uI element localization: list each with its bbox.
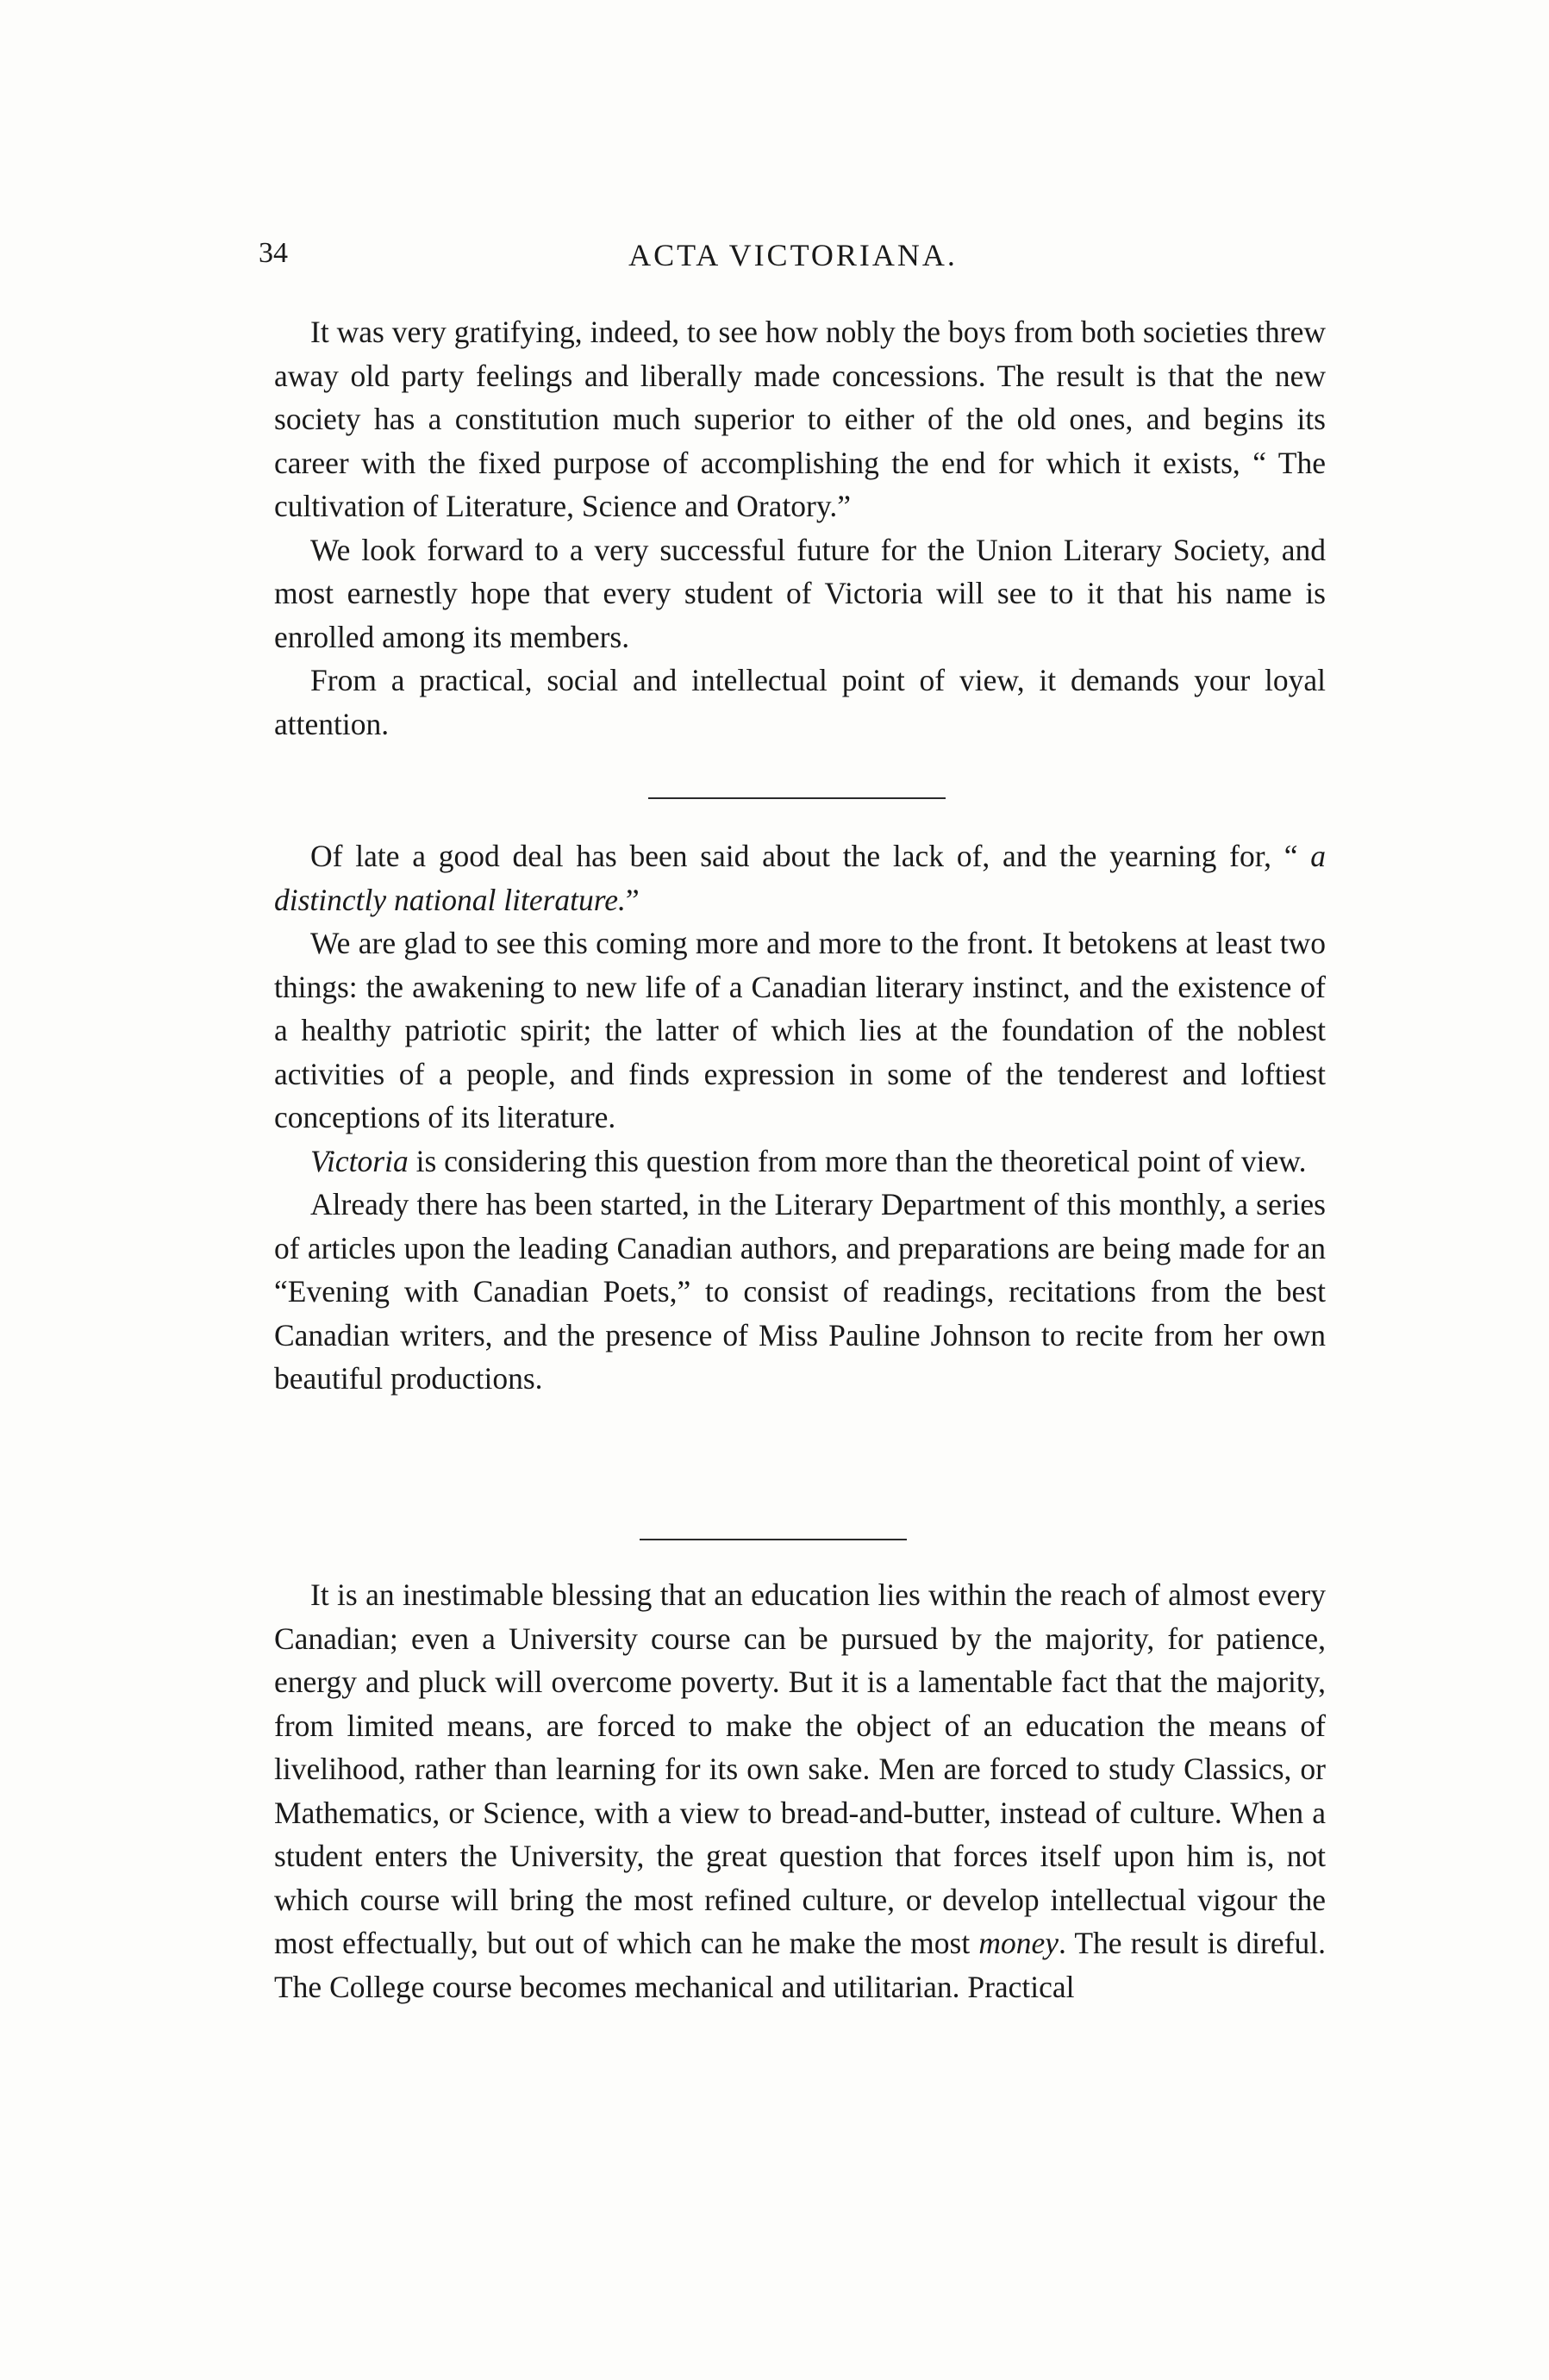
paragraph: From a practical, social and intellectual point of view, it demands your loyal attention. [274,663,1326,741]
paragraph: We look forward to a very successful future for the Union Literary Society, and most earnestly hope that every student of Victoria will see to it that his name is enrolled among its members. [274,532,1326,654]
text-run: It is an inestimable blessing that an education lies within the reach of almost every Canadian; even a University course can be pursued by the majority, for patience, energy and pluck will overcome poverty. But it is a lamentable fact that the majority, from limited means, are forced to make the object of an education the means of livelihood, rather than learning for its own sake. Men are forced to study Classics, or Mathematics, or Science, with a view to bread-and-butter, instead of culture. When a student enters the University, the great question that forces itself upon him is, not which course will bring the most refined culture, or develop intellectual vigour the most effectually, but out of which can he make the most [274,1577,1326,1960]
section-union-literary-society [274,310,1326,746]
italic-phrase: money [978,1926,1059,1960]
text-run: is considering this question from more than the theoretical point of view. [408,1143,1307,1178]
page-header [259,237,1327,289]
paragraph [274,1140,1326,1184]
running-title: ACTA VICTORIANA. [628,238,958,272]
paragraph: We are glad to see this coming more and more to the front. It betokens at least two things: the awakening to new life of a Canadian literary instinct, and the existence of a healthy patriotic spirit; the latter of which lies at the foundation of the noblest activities of a people, and finds expression in some of the tenderest and loftiest conceptions of its literature. [274,926,1326,1134]
page-number: 34 [259,237,288,269]
section-national-literature [274,834,1326,1401]
section-divider [648,797,946,799]
section-education [274,1573,1326,2008]
paragraph: Already there has been started, in the Literary Department of this monthly, a series of articles upon the leading Canadian authors, and preparations are being made for an “Evening with Canadian Poets,” to consist of readings, recitations from the best Canadian writers, and the presence of Miss Pauline Johnson to recite from her own beautiful productions. [274,1187,1326,1396]
text-run: Of late a good deal has been said about the lack of, and the yearning for, “ [310,839,1311,873]
paragraph [274,1573,1326,2008]
text-run: ” [625,882,640,917]
section-divider [640,1539,907,1540]
paragraph: It was very gratifying, indeed, to see how nobly the boys from both societies threw away old party feelings and liberally made concessions. The result is that the new society has a constitution much superior to either of the old ones, and begins its career with the fixed purpose of accomplishing the end for which it exists, “ The cultivation of Literature, Science and Oratory.” [274,315,1326,523]
italic-phrase: Victoria [310,1143,409,1178]
italic-phrase: a distinctly national literature. [274,839,1326,917]
text-run: . The result is direful. The College course becomes mechanical and utilitarian. Practical [274,1926,1326,2004]
paragraph [274,834,1326,921]
